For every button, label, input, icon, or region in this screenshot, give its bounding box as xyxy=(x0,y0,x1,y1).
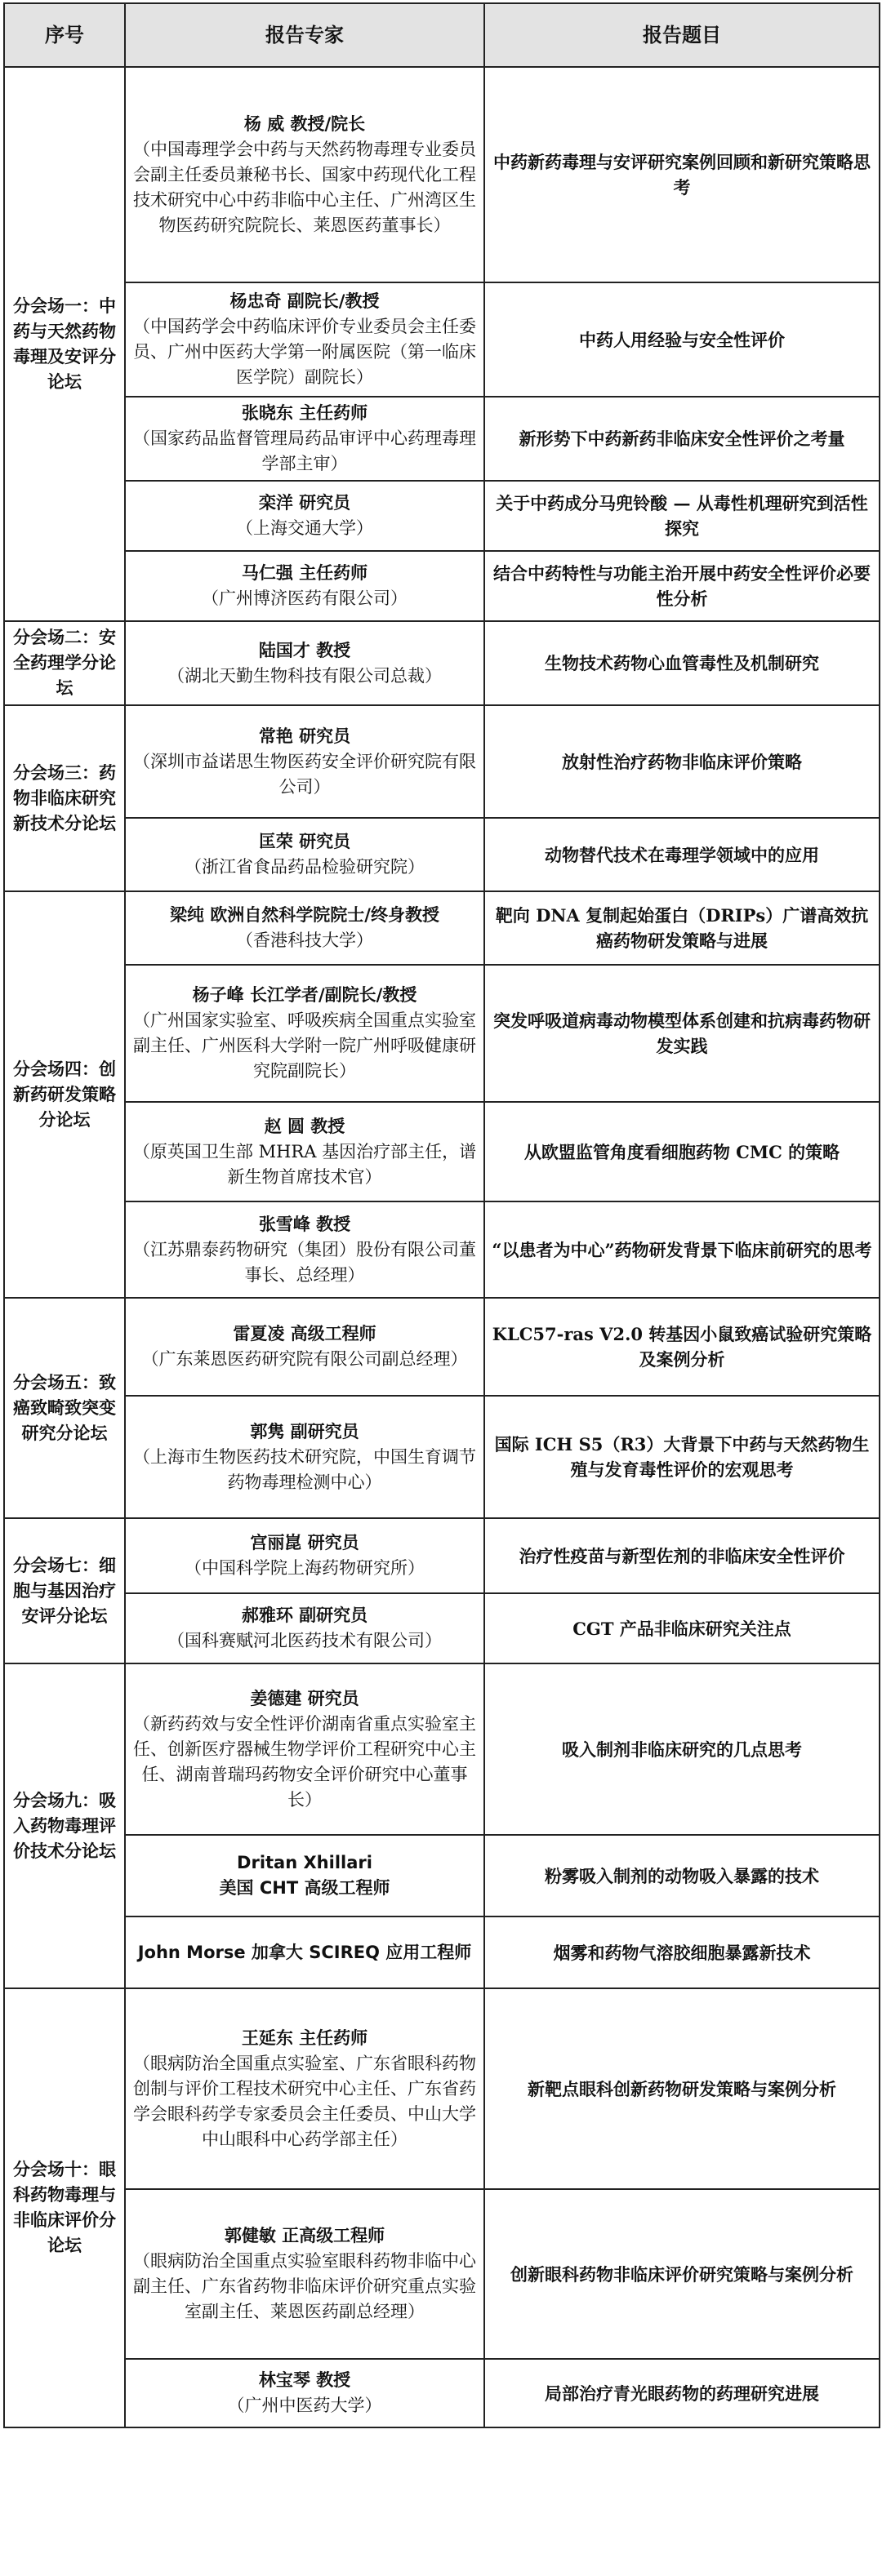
topic-cell: “以患者为中心”药物研发背景下临床前研究的思考 xyxy=(484,1201,880,1298)
expert-affiliation: （中国药学会中药临床评价专业委员会主任委员、广州中医药大学第一附属医院（第一临床医学院）副院长） xyxy=(133,317,476,387)
table-row xyxy=(4,818,880,891)
header-expert xyxy=(125,3,484,67)
table-row xyxy=(4,1298,880,1396)
topic-cell: 局部治疗青光眼药物的药理研究进展 xyxy=(484,2359,880,2427)
table-row xyxy=(4,621,880,705)
topic-cell: 创新眼科药物非临床评价研究策略与案例分析 xyxy=(484,2189,880,2359)
expert-cell xyxy=(125,2189,484,2359)
topic-cell: 关于中药成分马兜铃酸 — 从毒性机理研究到活性探究 xyxy=(484,481,880,551)
expert-cell xyxy=(125,1988,484,2189)
header-topic xyxy=(484,3,880,67)
session-name: 分会场七：细胞与基因治疗安评分论坛 xyxy=(4,1518,125,1663)
session-name: 分会场五：致癌致畸致突变研究分论坛 xyxy=(4,1298,125,1518)
expert-name: John Morse 加拿大 SCIREQ 应用工程师 xyxy=(137,1942,472,1962)
expert-name: 姜德建 研究员 xyxy=(250,1688,359,1708)
table-row xyxy=(4,1835,880,1916)
table-row xyxy=(4,481,880,551)
expert-cell xyxy=(125,1663,484,1835)
expert-affiliation: （浙江省食品药品检验研究院） xyxy=(185,857,425,877)
expert-affiliation: （上海市生物医药技术研究院，中国生育调节药物毒理检测中心） xyxy=(133,1446,476,1492)
expert-cell xyxy=(125,1593,484,1663)
expert-cell xyxy=(125,481,484,551)
table-row xyxy=(4,1988,880,2189)
session-name: 分会场一：中药与天然药物毒理及安评分论坛 xyxy=(4,67,125,621)
table-row xyxy=(4,1593,880,1663)
table-row xyxy=(4,1102,880,1201)
expert-name: 杨子峰 长江学者/副院长/教授 xyxy=(192,985,417,1005)
topic-cell: CGT 产品非临床研究关注点 xyxy=(484,1593,880,1663)
expert-name: 匡荣 研究员 xyxy=(258,832,351,851)
session-name: 分会场九：吸入药物毒理评价技术分论坛 xyxy=(4,1663,125,1988)
expert-name: 常艳 研究员 xyxy=(258,726,351,746)
table-row xyxy=(4,965,880,1102)
header-index xyxy=(4,3,125,67)
expert-cell xyxy=(125,818,484,891)
expert-affiliation: （新药药效与安全性评价湖南省重点实验室主任、创新医疗器械生物学评价工程研究中心主任、湖南普瑞玛药物安全评价研究中心董事长） xyxy=(133,1713,476,1810)
topic-cell: 结合中药特性与功能主治开展中药安全性评价必要性分析 xyxy=(484,551,880,621)
table-row xyxy=(4,891,880,965)
header-topic-label: 报告题目 xyxy=(643,23,721,47)
topic-cell: 国际 ICH S5（R3）大背景下中药与天然药物生殖与发育毒性评价的宏观思考 xyxy=(484,1396,880,1518)
expert-cell xyxy=(125,551,484,621)
expert-affiliation: （中国科学院上海药物研究所） xyxy=(185,1558,425,1578)
table-row xyxy=(4,551,880,621)
topic-cell: 生物技术药物心血管毒性及机制研究 xyxy=(484,621,880,705)
table-row xyxy=(4,67,880,282)
expert-affiliation: （眼病防治全国重点实验室眼科药物非临中心副主任、广东省药物非临床评价研究重点实验室副主任、莱恩医药副总经理） xyxy=(133,2251,476,2321)
topic-cell: 中药新药毒理与安评研究案例回顾和新研究策略思考 xyxy=(484,67,880,282)
expert-name: 林宝琴 教授 xyxy=(258,2370,351,2390)
expert-affiliation: （广州博济医药有限公司） xyxy=(202,588,408,608)
expert-cell xyxy=(125,1518,484,1593)
expert-name: 杨忠奇 副院长/教授 xyxy=(229,291,380,311)
table-row xyxy=(4,1663,880,1835)
expert-cell xyxy=(125,1102,484,1201)
expert-cell xyxy=(125,282,484,397)
expert-affiliation: （深圳市益诺思生物医药安全评价研究院有限公司） xyxy=(133,751,476,797)
expert-name: 马仁强 主任药师 xyxy=(241,563,368,583)
expert-affiliation: （原英国卫生部 MHRA 基因治疗部主任，谱新生物首席技术官） xyxy=(132,1141,477,1187)
expert-name: 陆国才 教授 xyxy=(258,640,351,660)
table-row xyxy=(4,2359,880,2427)
expert-name: 王延东 主任药师 xyxy=(241,2027,368,2048)
expert-cell xyxy=(125,1298,484,1396)
expert-name: 赵 圆 教授 xyxy=(264,1116,345,1136)
expert-cell xyxy=(125,1916,484,1988)
table-row xyxy=(4,282,880,397)
expert-name: 张雪峰 教授 xyxy=(258,1214,351,1234)
expert-name: 梁纯 欧洲自然科学院院士/终身教授 xyxy=(170,905,439,925)
expert-affiliation: （广东莱恩医药研究院有限公司副总经理） xyxy=(141,1349,468,1369)
expert-name: 宫丽崑 研究员 xyxy=(250,1533,359,1552)
expert-affiliation: （国家药品监督管理局药品审评中心药理毒理学部主审） xyxy=(133,429,476,473)
table-row xyxy=(4,1518,880,1593)
table-row xyxy=(4,2189,880,2359)
expert-name: 栾洋 研究员 xyxy=(258,493,351,513)
expert-affiliation: （广州国家实验室、呼吸疾病全国重点实验室副主任、广州医科大学附一院广州呼吸健康研究院副院长） xyxy=(133,1010,476,1081)
topic-cell: 粉雾吸入制剂的动物吸入暴露的技术 xyxy=(484,1835,880,1916)
topic-cell: 中药人用经验与安全性评价 xyxy=(484,282,880,397)
table-row xyxy=(4,1916,880,1988)
topic-cell: 从欧盟监管角度看细胞药物 CMC 的策略 xyxy=(484,1102,880,1201)
expert-cell xyxy=(125,891,484,965)
session-name: 分会场四：创新药研发策略分论坛 xyxy=(4,891,125,1298)
expert-affiliation: （香港科技大学） xyxy=(236,930,373,950)
expert-cell xyxy=(125,397,484,481)
expert-affiliation: （眼病防治全国重点实验室、广东省眼科药物创制与评价工程技术研究中心主任、广东省药学会眼科药学专家委员会主任委员、中山大学中山眼科中心药学部主任） xyxy=(133,2053,476,2149)
topic-cell: 新形势下中药新药非临床安全性评价之考量 xyxy=(484,397,880,481)
table-row xyxy=(4,397,880,481)
expert-cell xyxy=(125,1835,484,1916)
expert-name: 杨 威 教授/院长 xyxy=(243,113,366,134)
topic-cell: 烟雾和药物气溶胶细胞暴露新技术 xyxy=(484,1916,880,1988)
expert-affiliation: （湖北天勤生物科技有限公司总裁） xyxy=(167,665,442,686)
expert-affiliation: （国科赛赋河北医药技术有限公司） xyxy=(167,1631,442,1650)
header-row xyxy=(4,3,880,67)
expert-name: 郭隽 副研究员 xyxy=(250,1421,359,1441)
topic-cell: 治疗性疫苗与新型佐剂的非临床安全性评价 xyxy=(484,1518,880,1593)
topic-cell: 吸入制剂非临床研究的几点思考 xyxy=(484,1663,880,1835)
topic-cell: KLC57-ras V2.0 转基因小鼠致癌试验研究策略及案例分析 xyxy=(484,1298,880,1396)
expert-affiliation: （上海交通大学） xyxy=(236,518,373,538)
schedule-table xyxy=(3,2,880,2428)
expert-affiliation: （广州中医药大学） xyxy=(227,2396,382,2415)
topic-cell: 突发呼吸道病毒动物模型体系创建和抗病毒药物研发实践 xyxy=(484,965,880,1102)
expert-name: 雷夏凌 高级工程师 xyxy=(233,1324,376,1344)
topic-cell: 放射性治疗药物非临床评价策略 xyxy=(484,705,880,818)
topic-cell: 靶向 DNA 复制起始蛋白（DRIPs）广谱高效抗癌药物研发策略与进展 xyxy=(484,891,880,965)
expert-name: 郭健敏 正高级工程师 xyxy=(224,2226,385,2245)
expert-cell xyxy=(125,1201,484,1298)
expert-cell xyxy=(125,1396,484,1518)
session-name: 分会场三：药物非临床研究新技术分论坛 xyxy=(4,705,125,891)
expert-cell xyxy=(125,965,484,1102)
table-row xyxy=(4,705,880,818)
expert-cell xyxy=(125,67,484,282)
header-expert-label: 报告专家 xyxy=(265,23,344,47)
expert-name: 张晓东 主任药师 xyxy=(241,403,368,423)
expert-cell xyxy=(125,2359,484,2427)
expert-name: Dritan Xhillari xyxy=(237,1853,372,1872)
topic-cell: 新靶点眼科创新药物研发策略与案例分析 xyxy=(484,1988,880,2189)
expert-name: 郝雅环 副研究员 xyxy=(241,1606,368,1625)
topic-cell: 动物替代技术在毒理学领域中的应用 xyxy=(484,818,880,891)
session-name: 分会场十：眼科药物毒理与非临床评价分论坛 xyxy=(4,1988,125,2427)
expert-affiliation: 美国 CHT 高级工程师 xyxy=(219,1878,390,1898)
expert-cell xyxy=(125,705,484,818)
header-index-label: 序号 xyxy=(45,23,84,47)
schedule-body xyxy=(4,67,880,2427)
session-name: 分会场二：安全药理学分论坛 xyxy=(4,621,125,705)
expert-affiliation: （中国毒理学会中药与天然药物毒理专业委员会副主任委员兼秘书长、国家中药现代化工程技术研究中心中药非临中心主任、广州湾区生物医药研究院院长、莱恩医药董事长） xyxy=(133,139,476,235)
table-row xyxy=(4,1396,880,1518)
expert-affiliation: （江苏鼎泰药物研究（集团）股份有限公司董事长、总经理） xyxy=(133,1239,476,1285)
table-row xyxy=(4,1201,880,1298)
expert-cell xyxy=(125,621,484,705)
